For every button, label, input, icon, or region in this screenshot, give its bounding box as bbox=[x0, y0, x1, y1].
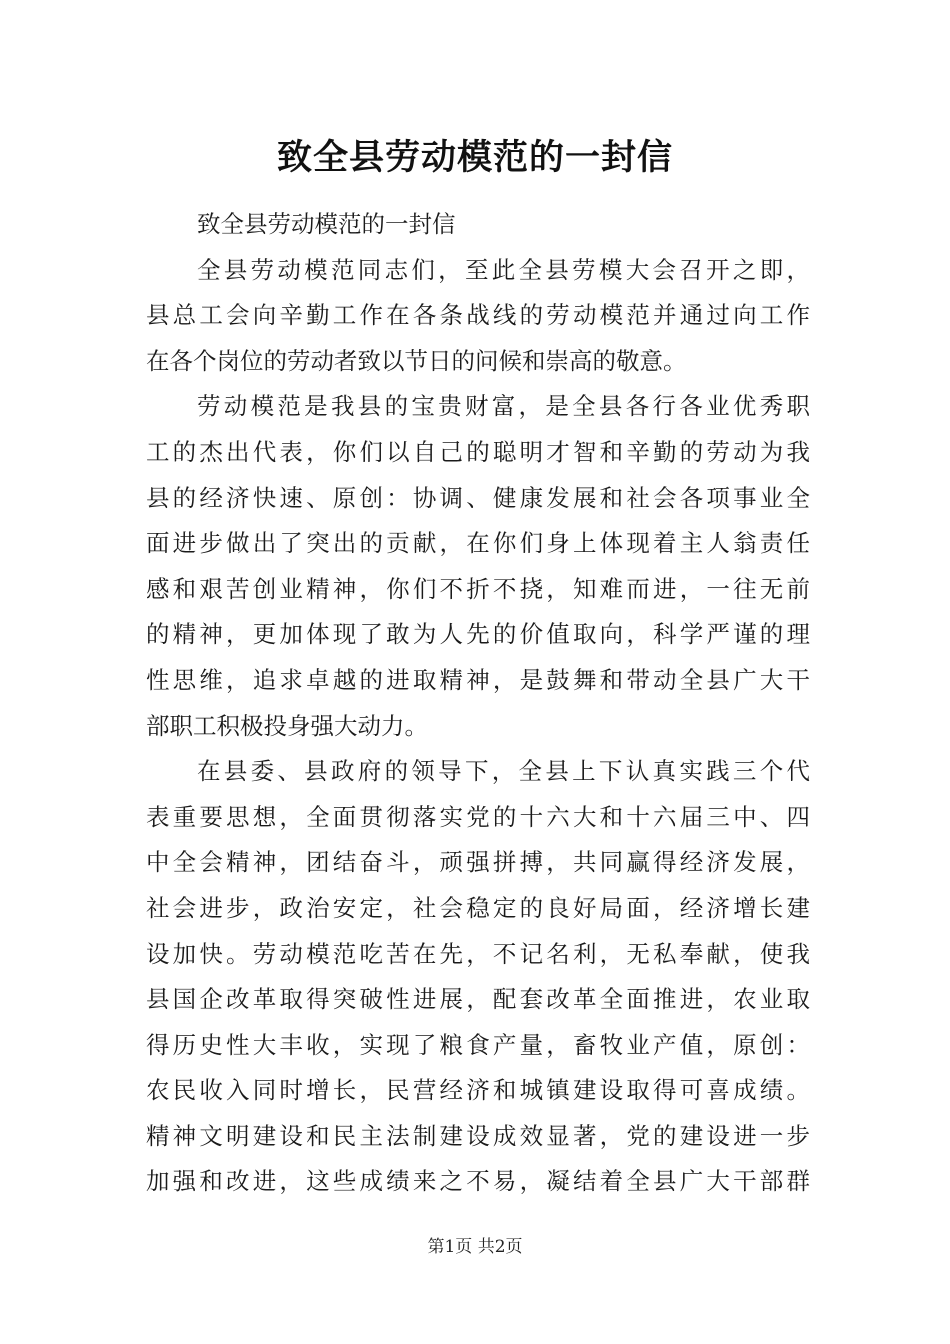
paragraph-line: 县的经济快速、原创：协调、健康发展和社会各项事业全 bbox=[146, 483, 810, 512]
paragraph-line: 的精神，更加体现了敢为人先的价值取向，科学严谨的理 bbox=[146, 620, 810, 649]
paragraph-line: 县国企改革取得突破性进展，配套改革全面推进，农业取 bbox=[146, 985, 810, 1014]
paragraph-line: 性思维，追求卓越的进取精神，是鼓舞和带动全县广大干 bbox=[146, 665, 810, 694]
paragraph-line: 工的杰出代表，你们以自己的聪明才智和辛勤的劳动为我 bbox=[146, 437, 810, 466]
paragraph-line: 农民收入同时增长，民营经济和城镇建设取得可喜成绩。 bbox=[146, 1076, 810, 1105]
paragraph-line: 在各个岗位的劳动者致以节日的问候和崇高的敬意。 bbox=[146, 346, 687, 375]
paragraph-line: 中全会精神，团结奋斗，顽强拼搏，共同赢得经济发展， bbox=[146, 848, 810, 877]
paragraph-line: 感和艰苦创业精神，你们不折不挠，知难而进，一往无前 bbox=[146, 574, 810, 603]
paragraph-line: 在县委、县政府的领导下，全县上下认真实践三个代 bbox=[197, 757, 810, 786]
page-footer: 第1页 共2页 bbox=[427, 1237, 523, 1257]
paragraph-line: 劳动模范是我县的宝贵财富，是全县各行各业优秀职 bbox=[197, 392, 810, 421]
subtitle-line: 致全县劳动模范的一封信 bbox=[197, 210, 456, 238]
document-body bbox=[146, 202, 810, 1205]
paragraph-line: 社会进步，政治安定，社会稳定的良好局面，经济增长建 bbox=[146, 893, 810, 922]
paragraph-line: 加强和改进，这些成绩来之不易，凝结着全县广大干部群 bbox=[146, 1167, 810, 1196]
paragraph-line: 县总工会向辛勤工作在各条战线的劳动模范并通过向工作 bbox=[146, 301, 810, 330]
paragraph-line: 设加快。劳动模范吃苦在先，不记名利，无私奉献，使我 bbox=[146, 939, 810, 968]
paragraph-line: 表重要思想，全面贯彻落实党的十六大和十六届三中、四 bbox=[146, 802, 810, 831]
paragraph-line: 部职工积极投身强大动力。 bbox=[146, 711, 428, 740]
document-title: 致全县劳动模范的一封信 bbox=[276, 137, 673, 178]
paragraph-line: 面进步做出了突出的贡献，在你们身上体现着主人翁责任 bbox=[146, 529, 810, 558]
paragraph-line: 得历史性大丰收，实现了粮食产量，畜牧业产值，原创： bbox=[146, 1030, 810, 1059]
paragraph-line: 精神文明建设和民主法制建设成效显著，党的建设进一步 bbox=[146, 1121, 810, 1150]
paragraph-line: 全县劳动模范同志们，至此全县劳模大会召开之即， bbox=[197, 255, 810, 284]
